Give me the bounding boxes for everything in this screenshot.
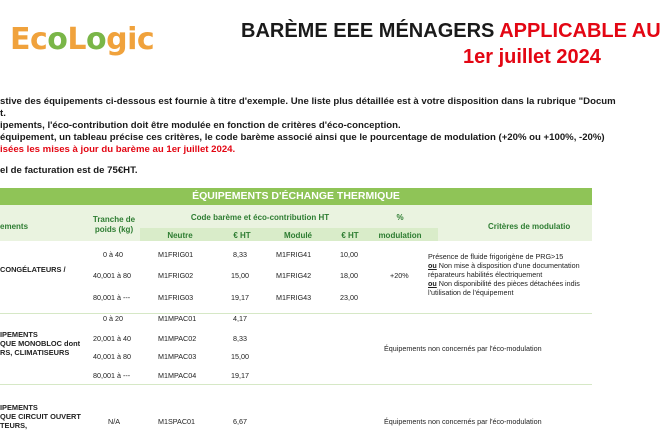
intro-line-2: t. (0, 108, 6, 119)
header-eht-module: € HT (341, 231, 359, 240)
intro-line-1: stive des équipements ci-dessous est fournie à titre d'exemple. Une liste plus détaillée est à votre disposition dans la rubrique "Docum (0, 96, 616, 107)
cell-code-neutre: M1FRIG02 (158, 271, 194, 280)
cell-code-neutre: M1FRIG03 (158, 293, 194, 302)
cell-code-neutre: M1FRIG01 (158, 250, 194, 259)
cell-eht-neutre: 15,00 (231, 271, 249, 280)
criteria-line: réparateurs habilités électriquement (428, 270, 543, 279)
cell-tranche: 80,001 à --- (93, 293, 131, 302)
cell-eht-neutre: 19,17 (231, 293, 249, 302)
category-monobloc-l2: QUE MONOBLOC dont (0, 339, 81, 348)
cell-tranche: 0 à 40 (103, 250, 123, 259)
header-criteres: Critères de modulatio (488, 222, 571, 231)
cell-code-module: M1FRIG43 (276, 293, 312, 302)
cell-tranche: 0 à 20 (103, 314, 123, 323)
cell-tranche: N/A (108, 417, 120, 426)
header-neutre: Neutre (167, 231, 193, 240)
cell-tranche: 80,001 à --- (93, 371, 131, 380)
header-equipements: ements (0, 222, 29, 231)
category-monobloc-l1: IPEMENTS (0, 330, 38, 339)
criteria-line: ou Non mise à disposition d'une documentation (428, 261, 580, 270)
cell-eht-module: 18,00 (340, 271, 358, 280)
cell-code-neutre: M1MPAC01 (158, 314, 197, 323)
cell-tranche: 40,001 à 80 (93, 271, 131, 280)
row-divider (0, 313, 592, 314)
cell-eht-neutre: 15,00 (231, 352, 249, 361)
header-pct: % (396, 213, 404, 222)
page-title: BARÈME EEE MÉNAGERS APPLICABLE AU (241, 20, 661, 42)
cell-eht-module: 23,00 (340, 293, 358, 302)
cell-code-neutre: M1MPAC04 (158, 371, 197, 380)
intro-line-6: el de facturation est de 75€HT. (0, 165, 138, 176)
intro-line-4: équipement, un tableau précise ces critères, le code barème associé ainsi que le pourcentage de modulation (+20% ou +100%, -20%) (0, 132, 605, 143)
cell-modulation-pct: +20% (390, 271, 409, 280)
criteria-line: Présence de fluide frigorigène de PRG>15 (428, 252, 564, 261)
table-section-title: ÉQUIPEMENTS D'ÉCHANGE THERMIQUE (0, 188, 592, 205)
header-code-group: Code barème et éco-contribution HT (190, 213, 330, 222)
row-divider (0, 384, 592, 385)
cell-eht-neutre: 8,33 (233, 334, 247, 343)
category-refrigeration: CONGÉLATEURS / (0, 265, 66, 274)
category-monobloc-l3: RS, CLIMATISEURS (0, 348, 70, 357)
header-tranche: Tranche de poids (kg) (92, 215, 136, 234)
header-module: Modulé (284, 231, 312, 240)
intro-line-3: ipements, l'éco-contribution doit être modulée en fonction de critères d'éco-conception. (0, 120, 401, 131)
page-title-date: 1er juillet 2024 (463, 46, 601, 68)
cell-code-neutre: M1SPAC01 (158, 417, 196, 426)
cell-code-module: M1FRIG41 (276, 250, 312, 259)
criteria-not-concerned: Équipements non concernés par l'éco-modulation (384, 344, 542, 353)
cell-eht-neutre: 4,17 (233, 314, 247, 323)
cell-code-module: M1FRIG42 (276, 271, 312, 280)
logo-wordmark: EcoLogic (10, 22, 155, 57)
cell-eht-neutre: 8,33 (233, 250, 247, 259)
category-open-circuit-l3: TEURS, (0, 421, 28, 430)
cell-tranche: 40,001 à 80 (93, 352, 131, 361)
header-eht-neutre: € HT (233, 231, 251, 240)
cell-code-neutre: M1MPAC03 (158, 352, 197, 361)
cell-tranche: 20,001 à 40 (93, 334, 131, 343)
cell-eht-neutre: 6,67 (233, 417, 247, 426)
cell-eht-neutre: 19,17 (231, 371, 249, 380)
intro-line-5: isées les mises à jour du barème au 1er juillet 2024. (0, 144, 236, 155)
category-open-circuit-l2: QUE CIRCUIT OUVERT (0, 412, 81, 421)
criteria-line: ou Non disponibilité des pièces détachées indis (428, 279, 580, 288)
criteria-line: l'utilisation de l'équipement (428, 288, 514, 297)
header-modulation: modulation (378, 231, 422, 240)
cell-eht-module: 10,00 (340, 250, 358, 259)
cell-code-neutre: M1MPAC02 (158, 334, 197, 343)
category-open-circuit-l1: IPEMENTS (0, 403, 38, 412)
criteria-not-concerned: Équipements non concernés par l'éco-modulation (384, 417, 542, 426)
